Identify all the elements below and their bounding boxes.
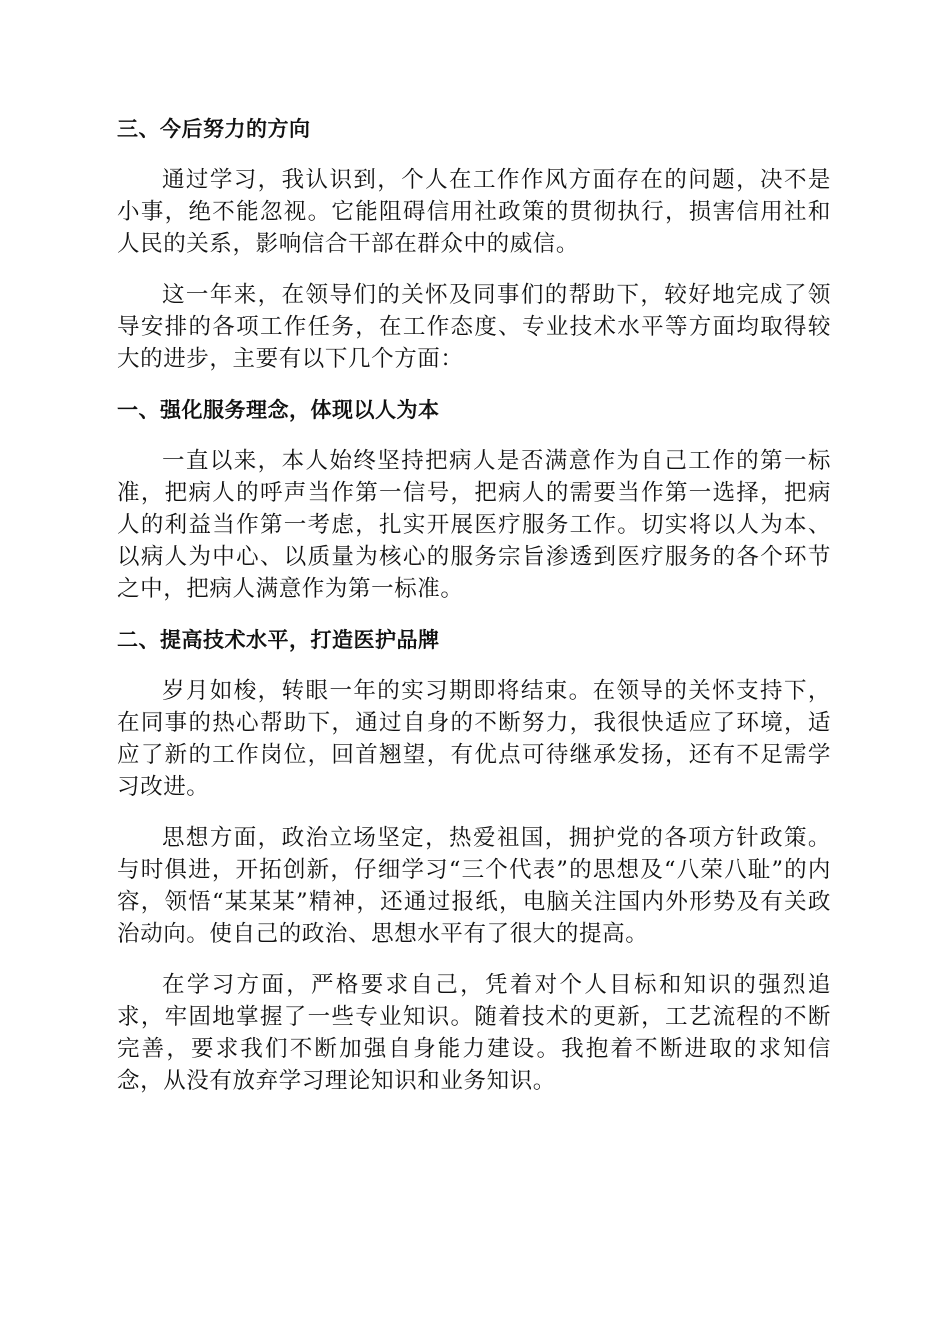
section-heading-service-concept: 一、强化服务理念，体现以人为本 <box>117 398 440 422</box>
paragraph-study: 在学习方面，严格要求自己，凭着对个人目标和知识的强烈追求，牢固地掌握了一些专业知识。随着技术的更新，工艺流程的不断完善，要求我们不断加强自身能力建设。我抱着不断进取的求知信念，从没有放弃学习理论知识和业务知识。 <box>117 972 831 1094</box>
paragraph-internship: 岁月如梭，转眼一年的实习期即将结束。在领导的关怀支持下，在同事的热心帮助下，通过自身的不断努力，我很快适应了环境，适应了新的工作岗位，回首翘望，有优点可待继承发扬，还有不足需学习改进。 <box>117 678 831 800</box>
document-page <box>117 113 831 1116</box>
paragraph-work-style: 通过学习，我认识到，个人在工作作风方面存在的问题，决不是小事，绝不能忽视。它能阻碍信用社政策的贯彻执行，损害信用社和人民的关系，影响信合干部在群众中的威信。 <box>117 167 831 257</box>
paragraph-patient-first: 一直以来，本人始终坚持把病人是否满意作为自己工作的第一标准，把病人的呼声当作第一信号，把病人的需要当作第一选择，把病人的利益当作第一考虑，扎实开展医疗服务工作。切实将以人为本、以病人为中心、以质量为核心的服务宗旨渗透到医疗服务的各个环节之中，把病人满意作为第一标准。 <box>117 448 831 602</box>
paragraph-year-summary: 这一年来，在领导们的关怀及同事们的帮助下，较好地完成了领导安排的各项工作任务，在工作态度、专业技术水平等方面均取得较大的进步，主要有以下几个方面： <box>117 282 831 372</box>
paragraph-ideology: 思想方面，政治立场坚定，热爱祖国，拥护党的各项方针政策。与时俱进，开拓创新，仔细学习“三个代表”的思想及“八荣八耻”的内容，领悟“某某某”精神，还通过报纸，电脑关注国内外形势及有关政治动向。使自己的政治、思想水平有了很大的提高。 <box>117 825 831 947</box>
section-heading-future-direction: 三、今后努力的方向 <box>117 117 311 141</box>
section-heading-technical-level: 二、提高技术水平，打造医护品牌 <box>117 628 440 652</box>
